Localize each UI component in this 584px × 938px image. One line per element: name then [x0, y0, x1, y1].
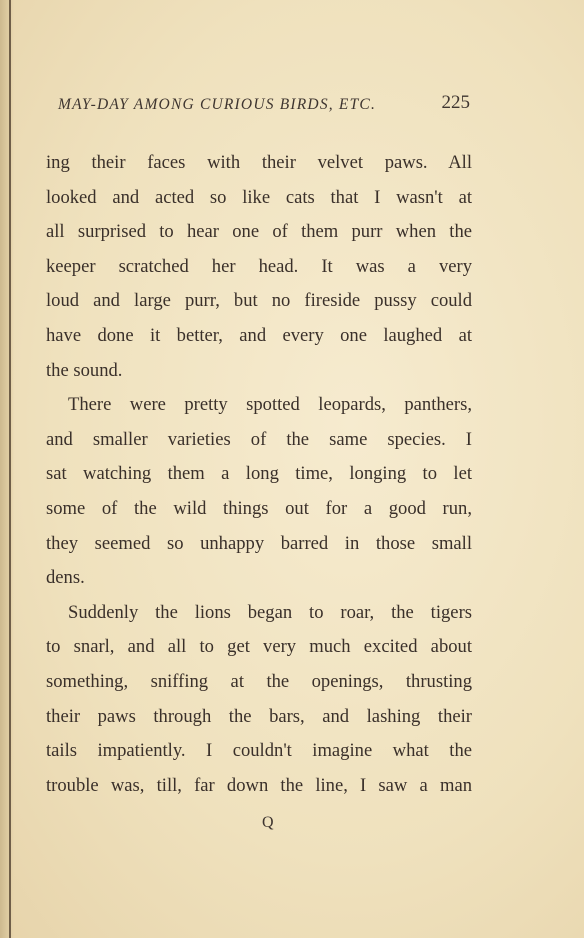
text-line: some of the wild things out for a good run, — [46, 497, 472, 519]
signature-mark: Q — [262, 814, 274, 831]
text-line: sat watching them a long time, longing to let — [46, 463, 472, 485]
text-line: something, sniffing at the openings, thrusting — [46, 670, 472, 692]
text-line: trouble was, till, far down the line, I saw a man — [46, 774, 472, 796]
text-line: loud and large purr, but no fireside pussy could — [46, 290, 472, 312]
binding-edge-line — [9, 0, 11, 938]
text-line: There were pretty spotted leopards, panthers, — [68, 394, 472, 416]
text-line: tails impatiently. I couldn't imagine what the — [46, 740, 472, 762]
text-line: have done it better, and every one laughed at — [46, 324, 472, 346]
text-line: they seemed so unhappy barred in those small — [46, 532, 472, 554]
text-line: ing their faces with their velvet paws. All — [46, 152, 472, 173]
page-number: 225 — [441, 92, 470, 113]
text-line: to snarl, and all to get very much excited about — [46, 636, 472, 658]
text-line: all surprised to hear one of them purr when the — [46, 221, 472, 243]
running-header — [58, 92, 478, 114]
text-line: Suddenly the lions began to roar, the tigers — [68, 601, 472, 623]
text-line: and smaller varieties of the same species. I — [46, 428, 472, 450]
running-title: MAY-DAY AMONG CURIOUS BIRDS, ETC. — [58, 96, 377, 113]
text-line: keeper scratched her head. It was a very — [46, 255, 472, 277]
page-gutter — [0, 0, 14, 938]
body-text — [46, 146, 472, 803]
text-line: looked and acted so like cats that I wasn't at — [46, 186, 472, 208]
text-line: the sound. — [46, 359, 123, 381]
text-line: their paws through the bars, and lashing their — [46, 705, 472, 727]
text-line: dens. — [46, 567, 85, 589]
